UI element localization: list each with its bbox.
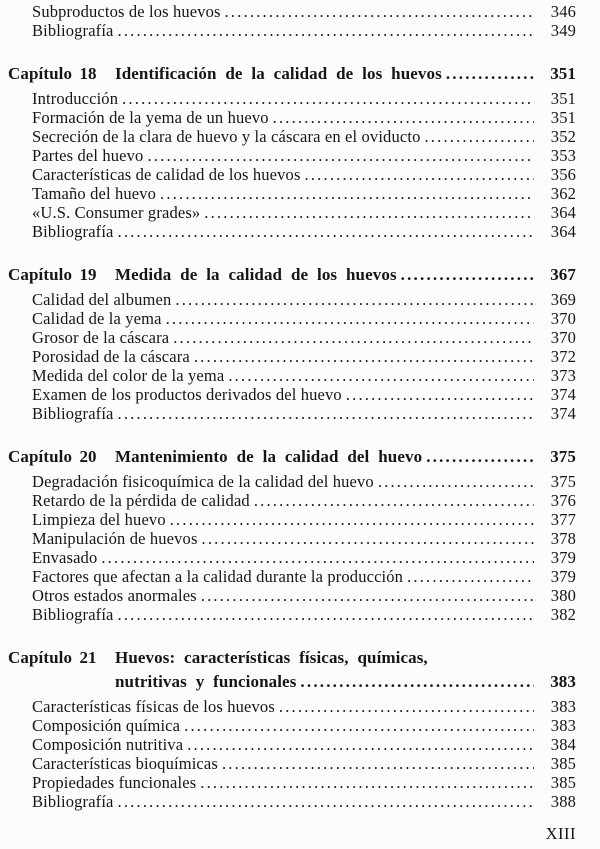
chapter-heading bbox=[8, 445, 576, 469]
dot-leader bbox=[187, 735, 534, 754]
dot-leader bbox=[118, 404, 534, 423]
entry-label: Limpieza del huevo bbox=[32, 510, 166, 529]
entry-label: Degradación fisicoquímica de la calidad del huevo bbox=[32, 472, 374, 491]
dot-leader bbox=[424, 127, 534, 146]
dot-leader bbox=[122, 89, 534, 108]
dot-leader bbox=[170, 510, 534, 529]
entry-label: Secreción de la clara de huevo y la cáscara en el oviducto bbox=[32, 127, 421, 146]
dot-leader bbox=[426, 445, 534, 469]
dot-leader bbox=[401, 263, 534, 287]
chapter-title: Medida de la calidad de los huevos bbox=[115, 265, 397, 284]
entry-page-number: 385 bbox=[550, 773, 576, 792]
toc-chapter-section bbox=[8, 263, 576, 423]
toc-entry bbox=[8, 404, 576, 423]
toc-entry bbox=[8, 548, 576, 567]
entry-page-number: 349 bbox=[550, 21, 576, 40]
chapter-label: Capítulo 21 bbox=[8, 648, 97, 667]
toc-entry bbox=[8, 165, 576, 184]
entry-page-number: 356 bbox=[550, 165, 576, 184]
toc-entry bbox=[8, 222, 576, 241]
dot-leader bbox=[173, 328, 534, 347]
dot-leader bbox=[204, 203, 534, 222]
dot-leader bbox=[175, 290, 534, 309]
chapter-heading bbox=[8, 646, 576, 670]
entry-label: Bibliografía bbox=[32, 404, 114, 423]
entry-page-number: 364 bbox=[550, 203, 576, 222]
entry-page-number: 373 bbox=[550, 366, 576, 385]
entry-label: Bibliografía bbox=[32, 21, 114, 40]
entry-label: Composición química bbox=[32, 716, 181, 735]
entry-page-number: 369 bbox=[550, 290, 576, 309]
toc-entry bbox=[8, 472, 576, 491]
entry-label: Retardo de la pérdida de calidad bbox=[32, 491, 250, 510]
entry-page-number: 370 bbox=[550, 328, 576, 347]
dot-leader bbox=[279, 697, 534, 716]
dot-leader bbox=[446, 62, 534, 86]
toc-entry bbox=[8, 290, 576, 309]
chapter-entries bbox=[8, 89, 576, 241]
entry-page-number: 353 bbox=[550, 146, 576, 165]
entry-page-number: 372 bbox=[550, 347, 576, 366]
toc-entry bbox=[8, 491, 576, 510]
dot-leader bbox=[300, 670, 534, 694]
entry-label: Bibliografía bbox=[32, 605, 114, 624]
entry-label: Factores que afectan a la calidad durante la producción bbox=[32, 567, 404, 586]
toc-entry bbox=[8, 754, 576, 773]
toc-entry bbox=[8, 309, 576, 328]
toc-entry bbox=[8, 792, 576, 811]
dot-leader bbox=[201, 586, 534, 605]
entry-label: Características de calidad de los huevos bbox=[32, 165, 301, 184]
entry-label: Otros estados anormales bbox=[32, 586, 197, 605]
chapter-label: Capítulo 19 bbox=[8, 265, 97, 284]
chapter-title-line2: nutritivas y funcionales bbox=[115, 672, 297, 691]
chapter-heading bbox=[8, 263, 576, 287]
entry-page-number: 379 bbox=[550, 548, 576, 567]
page-number-roman: XIII bbox=[545, 824, 576, 843]
entry-page-number: 384 bbox=[550, 735, 576, 754]
toc-entry bbox=[8, 716, 576, 735]
entry-page-number: 376 bbox=[550, 491, 576, 510]
dot-leader bbox=[147, 146, 534, 165]
toc-entry bbox=[8, 184, 576, 203]
entry-label: Introducción bbox=[32, 89, 119, 108]
dot-leader bbox=[222, 754, 534, 773]
toc-entry bbox=[8, 21, 576, 40]
dot-leader bbox=[378, 472, 534, 491]
entry-label: Bibliografía bbox=[32, 222, 114, 241]
entry-page-number: 379 bbox=[550, 567, 576, 586]
chapter-heading bbox=[8, 62, 576, 86]
toc-entry bbox=[8, 735, 576, 754]
dot-leader bbox=[305, 165, 534, 184]
entry-page-number: 383 bbox=[550, 716, 576, 735]
toc-entry bbox=[8, 567, 576, 586]
chapter-heading-continuation bbox=[8, 670, 576, 694]
toc-entry bbox=[8, 347, 576, 366]
entry-page-number: 382 bbox=[550, 605, 576, 624]
entry-label: Manipulación de huevos bbox=[32, 529, 198, 548]
dot-leader bbox=[118, 792, 534, 811]
entry-page-number: 352 bbox=[550, 127, 576, 146]
dot-leader bbox=[118, 222, 534, 241]
chapter-label: Capítulo 20 bbox=[8, 447, 97, 466]
entry-page-number: 351 bbox=[550, 89, 576, 108]
toc-chapter-section bbox=[8, 62, 576, 241]
dot-leader bbox=[254, 491, 534, 510]
toc-entry bbox=[8, 108, 576, 127]
toc-entry bbox=[8, 146, 576, 165]
entry-label: Características físicas de los huevos bbox=[32, 697, 275, 716]
entry-page-number: 385 bbox=[550, 754, 576, 773]
entry-page-number: 383 bbox=[550, 697, 576, 716]
chapter-entries bbox=[8, 472, 576, 624]
entry-page-number: 388 bbox=[550, 792, 576, 811]
entry-label: Bibliografía bbox=[32, 792, 114, 811]
entry-label: Subproductos de los huevos bbox=[32, 2, 221, 21]
toc-chapter-section bbox=[8, 646, 576, 811]
entry-label: Características bioquímicas bbox=[32, 754, 218, 773]
entry-page-number: 362 bbox=[550, 184, 576, 203]
entry-page-number: 370 bbox=[550, 309, 576, 328]
entry-label: Composición nutritiva bbox=[32, 735, 184, 754]
toc-entry bbox=[8, 203, 576, 222]
chapter-page-number: 375 bbox=[550, 447, 576, 466]
leading-entries bbox=[8, 2, 576, 40]
toc-entry bbox=[8, 773, 576, 792]
dot-leader bbox=[101, 548, 534, 567]
entry-page-number: 364 bbox=[550, 222, 576, 241]
toc-entry bbox=[8, 605, 576, 624]
entry-page-number: 351 bbox=[550, 108, 576, 127]
chapter-entries bbox=[8, 697, 576, 811]
dot-leader bbox=[200, 773, 534, 792]
dot-leader bbox=[194, 347, 534, 366]
toc-entry bbox=[8, 510, 576, 529]
entry-label: Partes del huevo bbox=[32, 146, 144, 165]
dot-leader bbox=[346, 385, 534, 404]
chapter-entries bbox=[8, 290, 576, 423]
toc-chapter-section bbox=[8, 445, 576, 624]
chapter-page-number: 351 bbox=[550, 64, 576, 83]
entry-page-number: 374 bbox=[550, 385, 576, 404]
toc-entry bbox=[8, 127, 576, 146]
entry-label: Examen de los productos derivados del huevo bbox=[32, 385, 342, 404]
toc-entry bbox=[8, 366, 576, 385]
entry-label: Propiedades funcionales bbox=[32, 773, 197, 792]
dot-leader bbox=[118, 21, 534, 40]
entry-label: Grosor de la cáscara bbox=[32, 328, 170, 347]
chapter-title-line1: Huevos: características físicas, químicas, bbox=[115, 648, 428, 667]
chapter-page-number: 367 bbox=[550, 265, 576, 284]
dot-leader bbox=[184, 716, 534, 735]
dot-leader bbox=[160, 184, 534, 203]
entry-label: Porosidad de la cáscara bbox=[32, 347, 190, 366]
entry-label: «U.S. Consumer grades» bbox=[32, 203, 201, 222]
entry-label: Calidad del albumen bbox=[32, 290, 172, 309]
dot-leader bbox=[407, 567, 534, 586]
entry-label: Medida del color de la yema bbox=[32, 366, 225, 385]
toc-entry bbox=[8, 586, 576, 605]
entry-page-number: 374 bbox=[550, 404, 576, 423]
entry-label: Calidad de la yema bbox=[32, 309, 162, 328]
entry-page-number: 375 bbox=[550, 472, 576, 491]
entry-page-number: 380 bbox=[550, 586, 576, 605]
entry-page-number: 378 bbox=[550, 529, 576, 548]
dot-leader bbox=[118, 605, 534, 624]
entry-label: Formación de la yema de un huevo bbox=[32, 108, 269, 127]
chapter-title: Mantenimiento de la calidad del huevo bbox=[115, 447, 423, 466]
toc-entry bbox=[8, 89, 576, 108]
chapter-title: Identificación de la calidad de los huevos bbox=[115, 64, 442, 83]
entry-label: Envasado bbox=[32, 548, 98, 567]
dot-leader bbox=[273, 108, 534, 127]
toc-entry bbox=[8, 529, 576, 548]
entry-label: Tamaño del huevo bbox=[32, 184, 157, 203]
dot-leader bbox=[225, 2, 534, 21]
toc-entry bbox=[8, 385, 576, 404]
dot-leader bbox=[202, 529, 534, 548]
toc-entry bbox=[8, 697, 576, 716]
entry-page-number: 377 bbox=[550, 510, 576, 529]
chapter-label: Capítulo 18 bbox=[8, 64, 97, 83]
chapter-page-number: 383 bbox=[550, 672, 576, 691]
dot-leader bbox=[228, 366, 534, 385]
entry-page-number: 346 bbox=[550, 2, 576, 21]
dot-leader bbox=[166, 309, 534, 328]
toc-entry bbox=[8, 2, 576, 21]
toc-entry bbox=[8, 328, 576, 347]
